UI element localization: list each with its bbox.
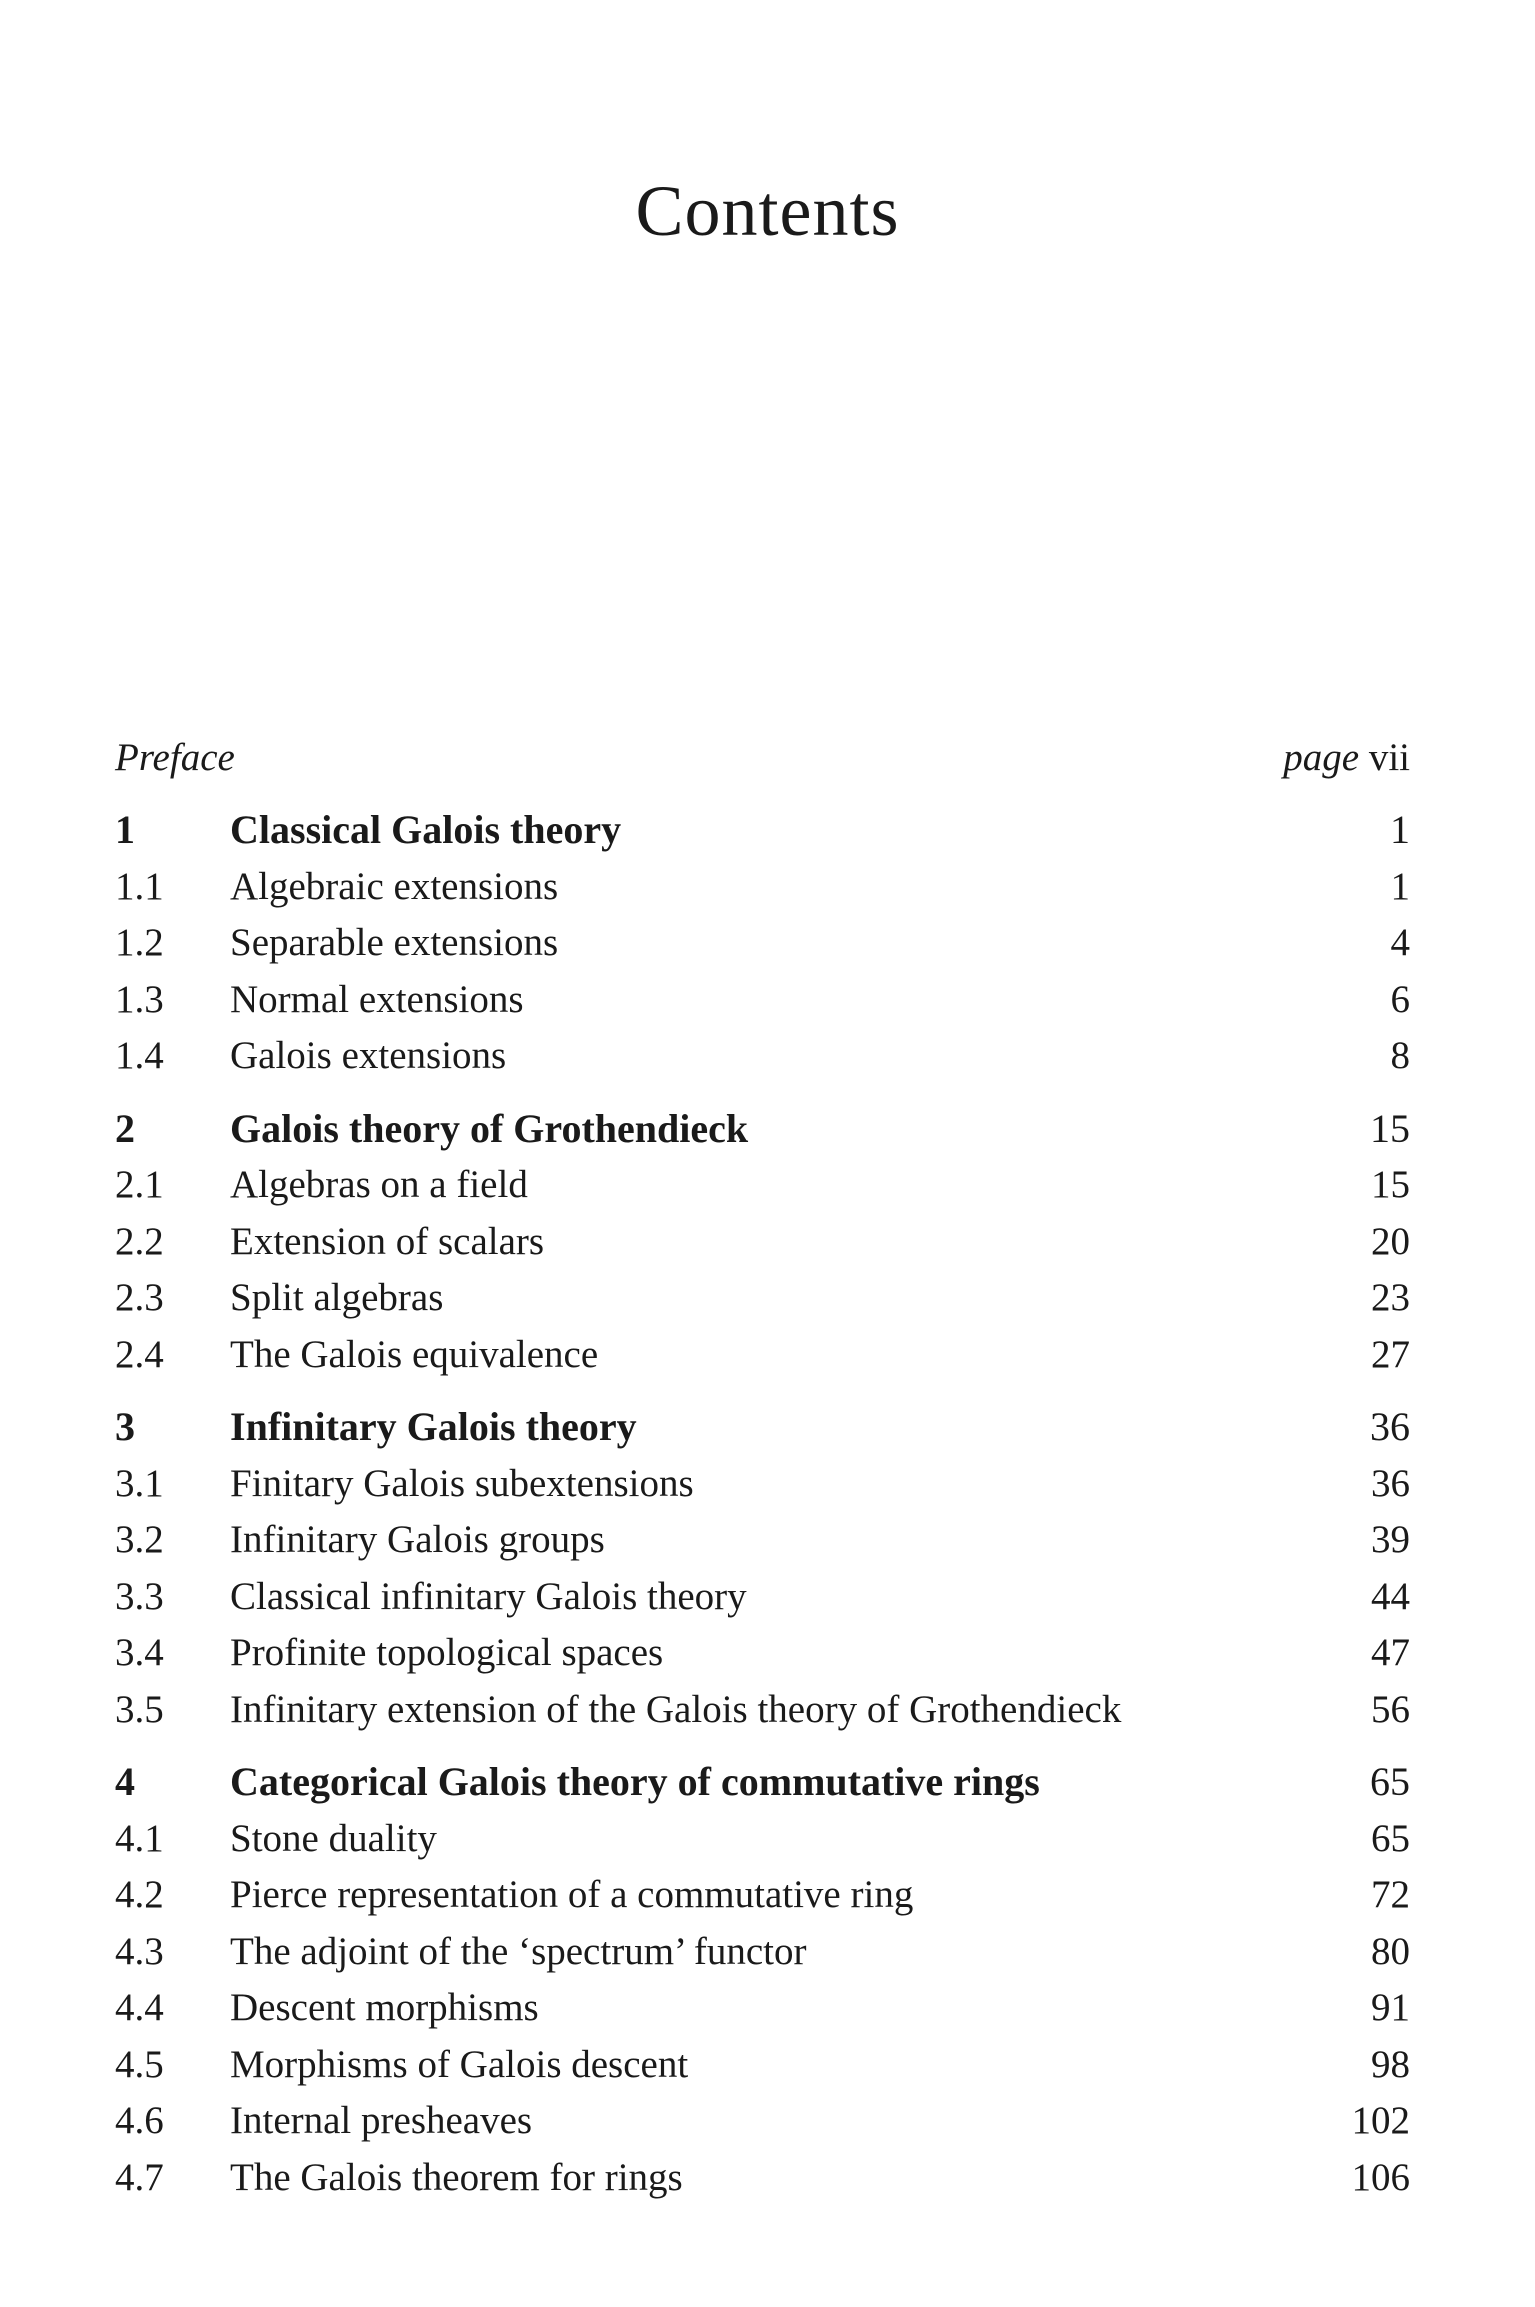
section-number: 3.3: [115, 1574, 164, 1618]
section-page: 72: [1371, 1873, 1410, 1916]
section-page: 27: [1371, 1332, 1410, 1376]
toc-section-2-1[interactable]: [115, 1157, 1410, 1214]
section-page: 39: [1371, 1518, 1410, 1561]
chapter-title: Galois theory of Grothendieck: [230, 1105, 749, 1151]
chapter-number: 4: [115, 1759, 135, 1804]
section-number: 4.4: [115, 1986, 164, 2029]
section-title: Stone duality: [230, 1816, 437, 1860]
toc-section-3-3[interactable]: [115, 1569, 1410, 1626]
section-number: 1.4: [115, 1034, 164, 1077]
section-page: 44: [1371, 1574, 1410, 1618]
section-number: 4.3: [115, 1929, 164, 1973]
toc-section-3-1[interactable]: [115, 1456, 1410, 1513]
section-number: 2.2: [115, 1219, 164, 1263]
toc-section-4-6[interactable]: [115, 2093, 1410, 2150]
section-title: Algebraic extensions: [230, 864, 559, 908]
section-number: 4.1: [115, 1816, 164, 1860]
toc-section-1-1[interactable]: [115, 859, 1410, 916]
section-title: Morphisms of Galois descent: [230, 2042, 689, 2086]
section-title: Infinitary Galois groups: [230, 1518, 605, 1561]
section-page: 91: [1371, 1986, 1410, 2029]
chapter-page: 1: [1390, 807, 1410, 852]
section-number: 4.7: [115, 2155, 164, 2199]
toc-section-4-5[interactable]: [115, 2037, 1410, 2094]
section-number: 4.5: [115, 2042, 164, 2086]
preface-title: Preface: [115, 736, 235, 779]
toc-section-4-7[interactable]: [115, 2150, 1410, 2207]
chapter-page: 65: [1370, 1759, 1410, 1804]
chapter-title: Categorical Galois theory of commutative rings: [230, 1759, 1040, 1804]
chapter-number: 1: [115, 807, 135, 852]
toc-section-4-2[interactable]: [115, 1867, 1410, 1924]
section-title: Extension of scalars: [230, 1219, 545, 1263]
chapter-number: 2: [115, 1105, 135, 1151]
section-title: Split algebras: [230, 1276, 444, 1319]
preface-page-number: vii: [1368, 736, 1410, 779]
chapter-page: 15: [1370, 1105, 1410, 1151]
section-page: 4: [1390, 921, 1410, 964]
toc-section-2-2[interactable]: [115, 1214, 1410, 1271]
section-page: 23: [1371, 1276, 1410, 1319]
section-title: Normal extensions: [230, 977, 524, 1021]
section-page: 20: [1371, 1219, 1410, 1263]
toc-section-2-3[interactable]: [115, 1270, 1410, 1327]
section-page: 98: [1371, 2042, 1410, 2086]
section-number: 2.1: [115, 1163, 164, 1206]
toc-section-4-4[interactable]: [115, 1980, 1410, 2037]
toc-section-3-2[interactable]: [115, 1512, 1410, 1569]
section-number: 1.2: [115, 921, 164, 964]
section-title: Galois extensions: [230, 1034, 507, 1077]
chapter-title: Classical Galois theory: [230, 807, 622, 852]
section-number: 3.4: [115, 1631, 164, 1674]
section-title: Classical infinitary Galois theory: [230, 1574, 747, 1618]
section-number: 2.3: [115, 1276, 164, 1319]
toc-section-3-4[interactable]: [115, 1625, 1410, 1682]
section-number: 3.1: [115, 1461, 164, 1505]
toc-section-4-3[interactable]: [115, 1924, 1410, 1981]
section-page: 6: [1390, 977, 1410, 1021]
chapter-title: Infinitary Galois theory: [230, 1404, 637, 1449]
section-number: 1.1: [115, 864, 164, 908]
section-page: 102: [1351, 2099, 1410, 2142]
section-title: Separable extensions: [230, 921, 559, 964]
toc-section-1-4[interactable]: [115, 1028, 1410, 1085]
section-number: 3.5: [115, 1687, 164, 1731]
section-number: 4.6: [115, 2099, 164, 2142]
page-title: Contents: [635, 171, 900, 251]
preface-page: [1283, 730, 1410, 787]
section-page: 36: [1371, 1461, 1410, 1505]
section-page: 15: [1371, 1163, 1410, 1206]
toc-chapter-2[interactable]: [115, 1101, 1410, 1158]
section-number: 4.2: [115, 1873, 164, 1916]
section-page: 8: [1390, 1034, 1410, 1077]
section-page: 56: [1371, 1687, 1410, 1731]
toc-chapter-1[interactable]: [115, 802, 1410, 859]
section-page: 80: [1371, 1929, 1410, 1973]
section-number: 1.3: [115, 977, 164, 1021]
toc-chapter-4[interactable]: [115, 1754, 1410, 1811]
toc-section-1-3[interactable]: [115, 972, 1410, 1029]
table-of-contents: [115, 730, 1410, 2206]
section-title: The Galois theorem for rings: [230, 2155, 683, 2199]
toc-section-3-5[interactable]: [115, 1682, 1410, 1739]
section-page: 65: [1371, 1816, 1410, 1860]
toc-section-2-4[interactable]: [115, 1327, 1410, 1384]
section-title: Algebras on a field: [230, 1163, 528, 1206]
section-page: 47: [1371, 1631, 1410, 1674]
toc-entry-preface[interactable]: [115, 730, 1410, 786]
section-title: Pierce representation of a commutative ring: [230, 1873, 914, 1916]
section-title: The adjoint of the ‘spectrum’ functor: [230, 1929, 807, 1973]
section-title: Infinitary extension of the Galois theory of Grothendieck: [230, 1687, 1122, 1731]
section-page: 106: [1351, 2155, 1410, 2199]
chapter-number: 3: [115, 1404, 135, 1449]
toc-section-4-1[interactable]: [115, 1811, 1410, 1868]
section-number: 2.4: [115, 1332, 164, 1376]
section-title: Descent morphisms: [230, 1986, 539, 2029]
page-prefix: page: [1283, 736, 1360, 779]
section-title: The Galois equivalence: [230, 1332, 599, 1376]
chapter-page: 36: [1370, 1404, 1410, 1449]
toc-section-1-2[interactable]: [115, 915, 1410, 972]
section-title: Finitary Galois subextensions: [230, 1461, 694, 1505]
section-title: Internal presheaves: [230, 2099, 533, 2142]
section-title: Profinite topological spaces: [230, 1631, 664, 1674]
toc-chapter-3[interactable]: [115, 1399, 1410, 1456]
section-page: 1: [1390, 864, 1410, 908]
section-number: 3.2: [115, 1518, 164, 1561]
